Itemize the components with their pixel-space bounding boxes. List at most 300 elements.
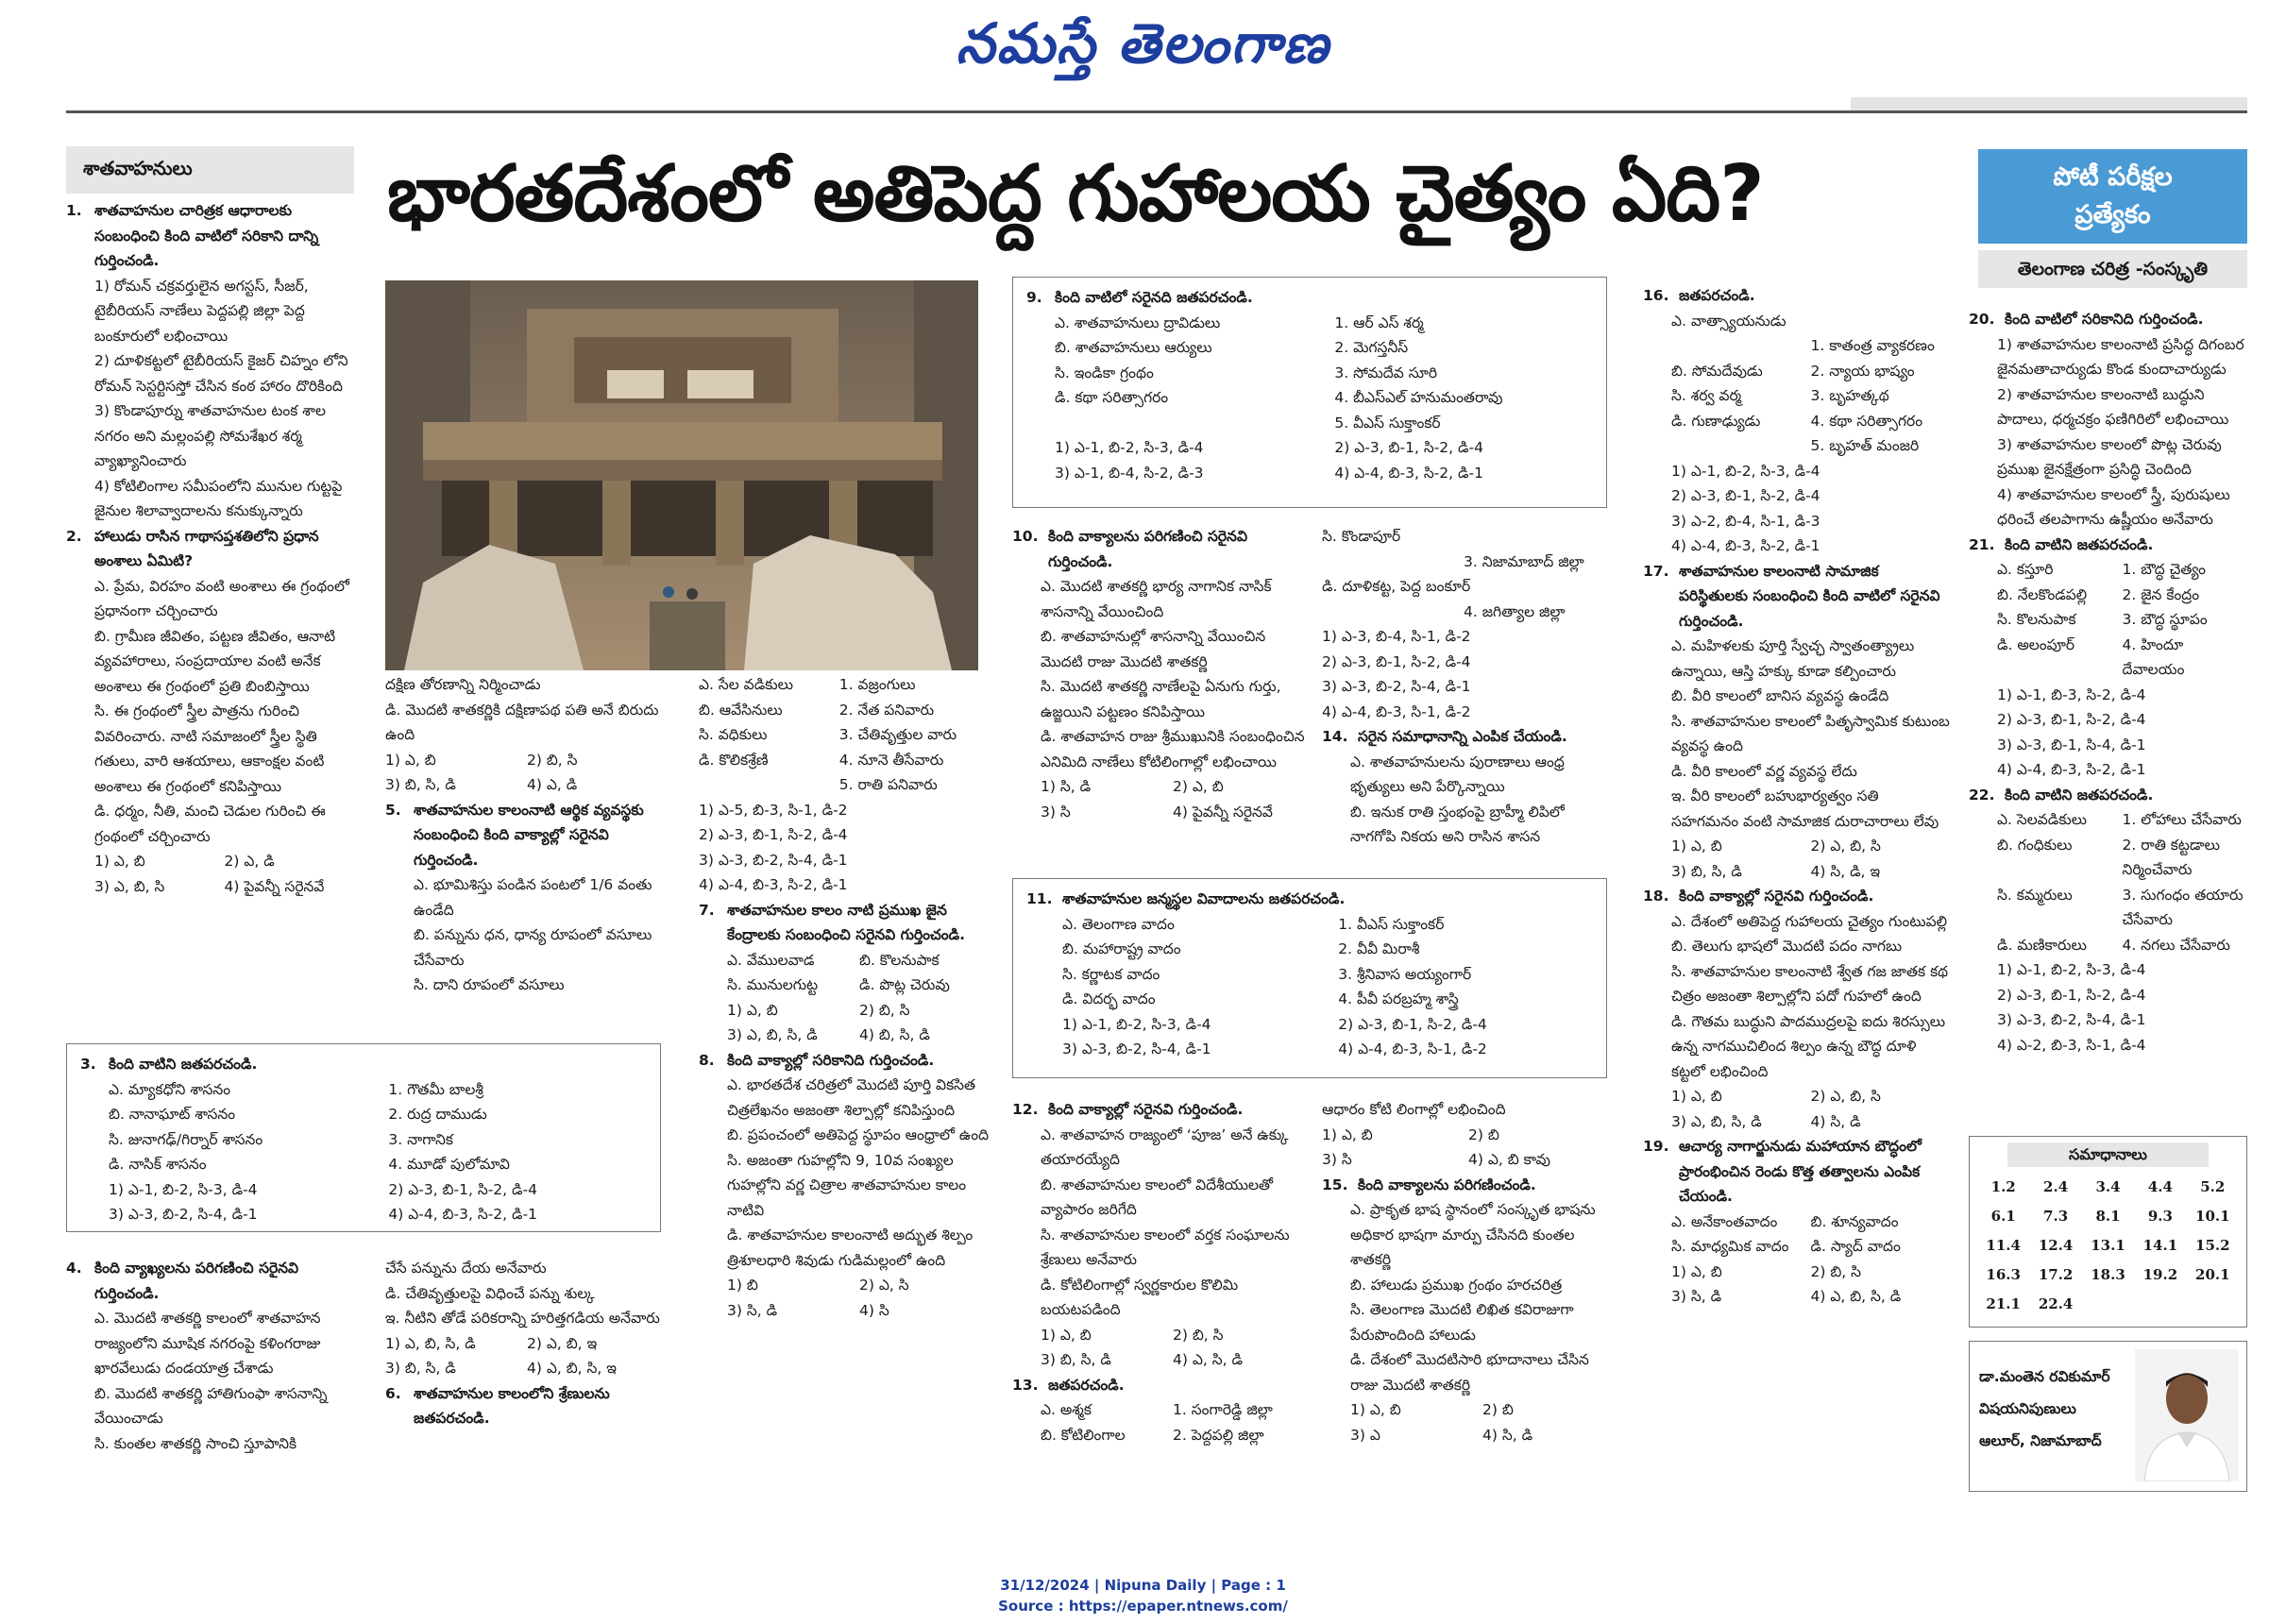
option: డి. స్యాద్ వాదం: [1810, 1238, 1901, 1255]
match-right: 1. బౌద్ధ చైత్యం: [2122, 561, 2206, 578]
special-subject: తెలంగాణ చరిత్ర -సంస్కృతి: [1978, 250, 2247, 288]
answer-option: 2) ఎ-3, బి-1, సి-2, డి-4: [699, 826, 848, 843]
question-number: 10.: [1012, 528, 1039, 545]
option: సి. కుంతల శాతకర్ణి సాంచి స్తూపానికి: [94, 1434, 297, 1452]
question-22: [1969, 783, 2247, 1058]
match-left: ఎ. మ్యాకధోని శాసనం: [109, 1080, 231, 1098]
answer-key-item: 16.3: [1986, 1266, 2021, 1283]
option: ఎ. దేశంలో అతిపెద్ద గుహాలయ చైత్యం గుంటుపల్లి: [1671, 912, 1948, 930]
match-right: 4. హిందూ దేవాలయం: [2122, 635, 2185, 678]
match-right: 4. కథా సరిత్సాగరం: [1810, 412, 1923, 430]
masthead-rule: [66, 110, 2247, 113]
option: బి. శూన్యవాదం: [1810, 1212, 1899, 1230]
question-number: 6.: [385, 1384, 401, 1402]
match-left: [1671, 333, 1811, 359]
question-text: శాతవాహనుల కాలంనాటి ఆర్థిక వ్యవస్థకు సంబంధించి కింది వాక్యాల్లో సరైనవి గుర్తించండి.: [414, 801, 644, 869]
answer-option: 4) ఎ-4, బి-3, సి-2, డి-1: [388, 1206, 537, 1223]
question-text: శాతవాహనుల జన్మస్థల వివాదాలను జతపరచండి.: [1062, 890, 1346, 907]
answer-option: 4) సి, డి: [1482, 1426, 1533, 1444]
match-left: డి. నాసిక్ శాసనం: [109, 1156, 207, 1173]
answer-option: 3) సి, డి: [1671, 1288, 1722, 1305]
footer-date-line: 31/12/2024 | Nipuna Daily | Page : 1: [1000, 1577, 1286, 1594]
match-right: 4. నగలు చేసేవారు: [2122, 936, 2230, 954]
answer-option: 4) పైవన్నీ సరైనవే: [1173, 803, 1273, 820]
question-number: 17.: [1643, 562, 1669, 580]
question-3-box: [66, 1043, 661, 1232]
option: బి. గ్రామీణ జీవితం, పట్టణ జీవితం, ఆనాటి వ్యవహారాలు, సంప్రదాయాల వంటి అనేక అంశాలు ఈ గ్రంథంలో ప్రతి బింబిస్తాయి: [94, 627, 336, 695]
question-16: [1643, 283, 1950, 559]
answer-option: 3) బి, సి, డి: [1671, 862, 1742, 880]
column-5-bottom: [1322, 1097, 1615, 1447]
match-right: 5. వీఎస్ సుక్తాంకర్: [1334, 414, 1441, 431]
match-right: 2. వీవీ మిరాశీ: [1338, 940, 1420, 957]
question-15: [1322, 1173, 1615, 1448]
match-left: సి. జునాగఢ్/గిర్నార్ శాసనం: [109, 1130, 263, 1148]
answer-option: 3) ఎ-3, బి-1, సి-4, డి-1: [1997, 736, 2146, 753]
question-8: [699, 1048, 991, 1324]
option: బి. హాలుడు ప్రముఖ గ్రంథం హరచరిత్ర: [1350, 1276, 1563, 1294]
match-right: 5. బృహత్ మంజరి: [1810, 437, 1920, 454]
question-text: శాతవాహనుల కాలంలోని శ్రేణులను జతపరచండి.: [414, 1384, 610, 1427]
question-number: 21.: [1969, 535, 1995, 553]
column-4-bottom: [1012, 1097, 1305, 1447]
question-19: [1643, 1134, 1950, 1310]
match-left: సి. ఇండికా గ్రంథం: [1055, 364, 1154, 381]
option: సి. శాతవాహనుల కాలంనాటి శ్వేత గజ జాతక కథ చిత్రం అజంతా శిల్పాల్లోని పదో గుహలో ఉంది: [1671, 962, 1949, 1005]
option: బి. తెలుగు భాషలో మొదటి పదం నాగబు: [1671, 938, 1903, 955]
page-footer: [0, 1575, 2286, 1616]
answer-option: 2) ఎ, సి: [859, 1277, 909, 1294]
answer-option: 3) ఎ-3, బి-2, సి-4, డి-1: [1322, 678, 1471, 695]
question-18: [1643, 884, 1950, 1134]
match-right: 2. పెద్దపల్లి జిల్లా: [1173, 1426, 1264, 1444]
match-right: 2. న్యాయ భాష్యం: [1810, 362, 1915, 380]
question-number: 18.: [1643, 888, 1669, 905]
answer-option: 2) ఎ-3, బి-1, సి-2, డి-4: [1322, 652, 1471, 670]
answer-option: 4) ఎ, బి, సి, ఇ: [527, 1360, 617, 1377]
answer-option: 3) బి, సి, డి: [1041, 1351, 1111, 1368]
answer-key-item: 20.1: [2195, 1266, 2230, 1283]
special-line1: పోటీ పరీక్షల: [2053, 162, 2173, 192]
column-1: [66, 198, 354, 899]
match-right: 3. చేతివృత్తుల వారు: [838, 726, 957, 743]
match-left: బి. శాతవాహనులు ఆర్యులు: [1055, 339, 1212, 356]
question-2: [66, 524, 354, 900]
question-21: [1969, 533, 2247, 783]
author-name: డా.మంతెన రవికుమార్: [1979, 1368, 2110, 1385]
match-right: 4. జగిత్యాల జిల్లా: [1464, 602, 1566, 620]
question-text: కింది వాటిలో సరికానిది గుర్తించండి.: [2005, 311, 2204, 328]
option: ఎ. మొదటి శాతకర్ణి కాలంలో శాతవాహన రాజ్యంలోని మూషిక నగరంపై కళింగరాజు ఖారవేలుడు దండయాత్ర చేశాడు: [94, 1310, 321, 1377]
option: ఎ. భారతదేశ చరిత్రలో మొదటి పూర్తి వికసిత చిత్రలేఖనం అజంతా శిల్పాల్లో కనిపిస్తుంది: [727, 1076, 976, 1119]
answer-key-item: 9.3: [2147, 1208, 2173, 1225]
author-box: [1969, 1341, 2247, 1492]
match-left: డి. కథా సరిత్సాగరం: [1055, 389, 1169, 406]
question-text: కింది వ్యాఖ్యలను పరిగణించి సరైనవి గుర్తించండి.: [94, 1260, 299, 1302]
answer-option: 2) బి: [1468, 1125, 1499, 1143]
match-left: డి. కొలికశ్రేణి: [699, 751, 769, 769]
answer-option: 4) సి: [859, 1301, 889, 1319]
question-number: 9.: [1026, 289, 1042, 306]
match-right: 2. రుద్ర దాముడు: [388, 1106, 487, 1123]
option: ఎ. మొదటి శాతకర్ణి భార్య నాగానిక నాసిక్ శాసనాన్ని వేయించింది: [1041, 578, 1272, 620]
match-left: డి. విదర్భ వాదం: [1062, 990, 1156, 1007]
match-left: డి. దూళికట్ట, పెద్ద బంకూర్: [1322, 578, 1471, 595]
answer-option: 2) ఎ-3, బి-1, సి-2, డి-4: [1338, 1015, 1487, 1033]
question-text: కింది వాక్యాల్లో సరైనవి గుర్తించండి.: [1048, 1101, 1244, 1118]
answer-key-item: 7.3: [2043, 1208, 2069, 1225]
answer-option: 1) ఎ-1, బి-2, సి-3, డి-4: [1997, 961, 2146, 978]
cave-temple-photo: [385, 280, 978, 670]
question-10: [1012, 524, 1305, 824]
match-right: 4. నూనె తీసేవారు: [838, 751, 944, 769]
option: డి. కోటిలింగాల్లో స్వర్ణకారుల కొలిమి బయటపడింది: [1041, 1276, 1239, 1318]
option: డి. వీరి కాలంలో వర్ణ వ్యవస్థ లేదు: [1671, 762, 1857, 780]
answer-option: 3) ఎ, బి, సి, డి: [1671, 1112, 1762, 1130]
answer-option: 2) ఎ, బి, సి: [1810, 1088, 1881, 1105]
match-left: [1671, 433, 1811, 459]
match-left: ఎ. అశ్మక: [1041, 1401, 1092, 1418]
match-right: 2. నేత పనివారు: [838, 701, 935, 719]
author-place: ఆలూర్, నిజామాబాద్: [1979, 1432, 2102, 1449]
option: బి. పన్నును ధన, ధాన్య రూపంలో వసూలు చేసేవారు: [414, 926, 652, 969]
answer-option: 3) ఎ-3, బి-2, సి-4, డి-1: [1997, 1011, 2146, 1028]
answer-option: 2) ఎ-3, బి-1, సి-2, డి-4: [388, 1180, 537, 1198]
question-9-box: [1012, 277, 1607, 508]
answer-option: 1) బి: [727, 1277, 758, 1294]
option: ఇ. నీటిని తోడే పరికరాన్ని హరిత్తగడియ అనేవారు: [385, 1310, 660, 1327]
option: బి. మొదటి శాతకర్ణి హాతిగుంఫా శాసనాన్ని వేయించాడు: [94, 1384, 328, 1427]
answer-option: 2) ఎ, బి, సి: [1810, 837, 1881, 854]
option: డి. పొట్ల చెరువు: [859, 976, 950, 993]
question-text: కింది వాటిలో సరైనది జతపరచండి.: [1055, 289, 1253, 306]
question-number: 16.: [1643, 287, 1669, 304]
answer-key-item: 14.1: [2142, 1237, 2178, 1254]
answer-option: 2) ఎ, బి: [1173, 778, 1224, 795]
match-right: 4. బీఎస్ఎల్ హనుమంతరావు: [1334, 389, 1503, 406]
answer-option: 1) ఎ, బి: [1041, 1326, 1092, 1344]
answer-option: 1) ఎ-1, బి-2, సి-3, డి-4: [109, 1180, 258, 1198]
option: సి. శాతవాహనుల కాలంలో వర్తక సంఘాలను శ్రేణులు అనేవారు: [1041, 1226, 1290, 1268]
question-text: కింది వాటిని జతపరచండి.: [2005, 535, 2154, 553]
question-number: 13.: [1012, 1376, 1039, 1394]
column-5: [1322, 524, 1615, 850]
match-right: 1. ఆర్ ఎస్ శర్మ: [1334, 313, 1424, 331]
answer-option: 4) ఎ-4, బి-3, సి-2, డి-1: [1671, 537, 1820, 554]
match-left: ఎ. సేల వడికులు: [699, 676, 793, 693]
option: 3) కొండాపూర్ను శాతవాహనుల టంక శాల నగరం అని మల్లంపల్లి సోమశేఖర శర్మ వ్యాఖ్యానించారు: [94, 402, 326, 469]
match-right: 1. కాతంత్ర వ్యాకరణం: [1810, 337, 1935, 354]
match-left: బి. ఆవేసినులు: [699, 701, 783, 719]
question-number: 19.: [1643, 1138, 1669, 1155]
author-photo: [2135, 1349, 2239, 1481]
match-right: [1811, 309, 1951, 334]
option: 2) దూళికట్టలో టైబీరియస్ కైజర్ చిహ్నం లోని రోమన్ సెస్టర్టిసస్తో చేసిన కంఠ హారం దొరికింది: [94, 352, 348, 395]
answer-key-item: 22.4: [2038, 1295, 2074, 1312]
answer-key-item: 11.4: [1986, 1237, 2021, 1254]
option: బి. కొలనుపాక: [859, 951, 940, 969]
answer-key-item: 6.1: [1990, 1208, 2016, 1225]
match-right: 2. రాతి కట్టడాలు నిర్మించేవారు: [2122, 836, 2221, 878]
match-left: బి. మహారాష్ట్ర వాదం: [1062, 940, 1181, 957]
answer-option: 1) ఎ, బి: [1671, 1262, 1722, 1280]
option: డి. చేతివృత్తులపై విధించే పన్ను శుల్క: [385, 1284, 595, 1302]
match-left: బి. నేలకొండపల్లి: [1997, 585, 2088, 603]
answer-option: 3) సి: [1322, 1151, 1352, 1168]
question-number: 22.: [1969, 786, 1995, 804]
answer-key-item: 4.4: [2147, 1178, 2173, 1195]
question-text: కింది వాటిని జతపరచండి.: [2005, 786, 2154, 804]
option: బి. ప్రపంచంలో అతిపెద్ద స్థూపం ఆంధ్రాలో ఉంది: [727, 1126, 990, 1143]
option: సి. తెలంగాణ మొదటి లిఖిత కవిరాజుగా పేరుపొందింది హాలుడు: [1350, 1301, 1574, 1344]
question-number: 4.: [66, 1260, 82, 1277]
question-17: [1643, 559, 1950, 885]
option: సి. మాధ్యమిక వాదం: [1671, 1238, 1789, 1255]
answer-key-item: 18.3: [2091, 1266, 2125, 1283]
answer-option: 4) పైవన్నీ సరైనవే: [224, 877, 325, 895]
answer-option: 4) ఎ-4, బి-3, సి-2, డి-1: [1334, 464, 1483, 482]
answer-key-item: 17.2: [2038, 1266, 2074, 1283]
answer-key-grid: [1970, 1173, 2246, 1319]
answer-option: 4) ఎ-4, బి-3, సి-2, డి-1: [1997, 761, 2146, 778]
answer-option: 1) ఎ, బి: [727, 1001, 778, 1019]
match-left: బి. కోటిలింగాల: [1041, 1426, 1126, 1444]
option: సి. ఈ గ్రంథంలో స్త్రీల పాత్రను గురించి వివరించారు. నాటి సమాజంలో స్త్రీల స్థితి గతులు, వారి ఆశయాలు, ఆకాంక్షల వంటి అంశాలు ఈ గ్రంథంలో కనిపిస్తాయి: [94, 702, 325, 795]
answer-option: 3) సి, డి: [727, 1301, 778, 1319]
match-left: సి. కమ్మరులు: [1997, 886, 2073, 904]
option: ఎ. శాతవాహన రాజ్యంలో ‘పూజ’ అనే ఉక్కు తయారయ్యేది: [1041, 1125, 1289, 1168]
match-right: 3. శ్రీనివాస అయ్యంగార్: [1338, 965, 1472, 983]
question-12: [1012, 1097, 1305, 1373]
answer-option: 1) ఎ-1, బి-2, సి-3, డి-4: [1671, 462, 1820, 480]
answer-key-item: 19.2: [2142, 1266, 2178, 1283]
question-text: కింది వాక్యాల్లో సరికానిది గుర్తించండి.: [727, 1051, 935, 1069]
option: ఆధారం కోటి లింగాల్లో లభించింది: [1322, 1101, 1506, 1118]
option: సి. మొదటి శాతకర్ణి నాణేలపై ఏనుగు గుర్తు, ఉజ్జయిని పట్టణం కనిపిస్తాయి: [1041, 678, 1281, 720]
question-number: 7.: [699, 901, 715, 919]
answer-option: 3) ఎ-1, బి-4, సి-2, డి-3: [1055, 464, 1204, 482]
answer-option: 4) ఎ, సి, డి: [1173, 1351, 1243, 1368]
question-text: కింది వాక్యాలను పరిగణించి సరైనవి గుర్తించండి.: [1048, 528, 1247, 570]
answer-option: 3) ఎ-3, బి-2, సి-4, డి-1: [699, 851, 848, 869]
newspaper-logo: నమస్తే తెలంగాణ: [956, 11, 1330, 76]
answer-option: 1) ఎ, బి: [1350, 1401, 1401, 1418]
match-right: 5. రాతి పనివారు: [838, 776, 938, 793]
answer-option: 2) ఎ-3, బి-1, సి-2, డి-4: [1671, 487, 1820, 504]
answer-key-item: 1.2: [1990, 1178, 2016, 1195]
answer-option: 3) ఎ: [1350, 1426, 1380, 1444]
answer-option: 1) ఎ-1, బి-2, సి-3, డి-4: [1055, 439, 1204, 456]
answer-option: 2) బి, సి: [1173, 1326, 1224, 1344]
match-right: 3. బృహత్కథ: [1810, 387, 1889, 404]
question-number: 8.: [699, 1051, 715, 1069]
question-number: 14.: [1322, 728, 1348, 745]
option: 1) రోమన్ చక్రవర్తులైన అగస్టస్, సీజర్, టైబీరియస్ నాణేలు పెద్దపల్లి జిల్లా పెద్ద బంకూరులో లభించాయి: [94, 277, 309, 345]
option: డి. ధర్మం, నీతి, మంచి చెడుల గురించి ఈ గ్రంథంలో చర్చించారు: [94, 803, 326, 845]
question-20: [1969, 307, 2247, 533]
match-left: ఎ. వాత్స్యాయనుడు: [1671, 312, 1786, 330]
option: చేసే పన్నును దేయ అనేవారు: [385, 1260, 547, 1277]
answer-option: 2) బి: [1482, 1401, 1514, 1418]
answer-option: 2) ఎ-3, బి-1, సి-2, డి-4: [1997, 711, 2146, 728]
option: సి. అజంతా గుహల్లోని 9, 10వ సంఖ్యల గుహల్లోని వర్ణ చిత్రాల శాతవాహనుల కాలం నాటివి: [727, 1151, 967, 1219]
answer-option: 3) ఎ-3, బి-2, సి-4, డి-1: [1062, 1040, 1211, 1057]
option: డి. గౌతమ బుద్ధుని పాదముద్రలపై ఐదు శిరస్సులు ఉన్న నాగముచిలింద శిల్పం ఉన్న బౌద్ధ దూళి కట్టలో లభించింది: [1671, 1012, 1946, 1080]
answer-option: 2) బి, సి: [859, 1001, 910, 1019]
question-number: 11.: [1026, 890, 1053, 907]
question-1: [66, 198, 354, 524]
answer-option: 4) ఎ, బి, సి, డి: [1810, 1288, 1902, 1305]
option: ఎ. అనేకాంతవాదం: [1671, 1212, 1778, 1230]
answer-option: 2) ఎ-3, బి-1, సి-2, డి-4: [1997, 986, 2146, 1004]
match-right: 2. మెగస్తనీస్: [1334, 339, 1409, 356]
option: 1) శాతవాహనుల కాలంనాటి ప్రసిద్ధ దిగంబర జైనమతాచార్యుడు కొండ కుందాచార్యుడు: [1997, 335, 2244, 378]
page-headline: భారతదేశంలో అతిపెద్ద గుహాలయ చైత్యం ఏది?: [387, 149, 1764, 239]
topic-label: శాతవాహనులు: [66, 146, 354, 194]
answer-option: 4) ఎ-4, బి-3, సి-1, డి-2: [1338, 1040, 1487, 1057]
answer-option: 1) ఎ-1, బి-2, సి-3, డి-4: [1062, 1015, 1211, 1033]
special-line2: ప్రత్యేకం: [2074, 200, 2151, 229]
column-3: [699, 672, 991, 1323]
answer-key: [1969, 1136, 2247, 1328]
option: ఎ. వేములవాడ: [727, 951, 815, 969]
answer-option: 3) ఎ, బి, సి: [94, 877, 165, 895]
option: దక్షిణ తోరణాన్ని నిర్మించాడు: [385, 676, 541, 693]
answer-key-item: 2.4: [2043, 1178, 2069, 1195]
answer-option: 1) ఎ, బి: [385, 751, 436, 769]
option: ఎ. భూమిశిస్తు పండిన పంటలో 1/6 వంతు ఉండేది: [414, 876, 652, 919]
question-14: [1322, 724, 1615, 850]
match-right: 1. వీఎస్ సుక్తాంకర్: [1338, 915, 1445, 933]
question-text: కింది వాక్యాల్లో సరైనవి గుర్తించండి.: [1679, 888, 1874, 905]
answer-option: 4) సి, డి: [1810, 1112, 1861, 1130]
answer-key-title: సమాధానాలు: [2007, 1142, 2209, 1167]
answer-option: 3) ఎ-2, బి-4, సి-1, డి-3: [1671, 512, 1820, 530]
match-left: డి. గుణాఢ్యుడు: [1671, 412, 1761, 430]
question-text: కింది వాక్యాలను పరిగణించండి.: [1358, 1176, 1536, 1193]
question-text: ఆచార్య నాగార్జునుడు మహాయాన బౌద్ధంలో ప్రారంభించిన రెండు కొత్త తత్వాలను ఎంపిక చేయండి.: [1679, 1138, 1922, 1205]
match-left: సి. శర్వ వర్మ: [1671, 387, 1742, 404]
answer-option: 2) బి, సి: [527, 751, 578, 769]
option: డి. దేశంలో మొదటిసారి భూదానాలు చేసిన రాజు మొదటి శాతకర్ణి: [1350, 1351, 1589, 1394]
option: ఎ. శాతవాహనులను పురాణాలు ఆంధ్ర భృత్యులు అని పేర్కొన్నాయి: [1350, 753, 1565, 795]
match-left: సి. కర్ణాటక వాదం: [1062, 965, 1160, 983]
match-left: ఎ. సెలవడికులు: [1997, 811, 2088, 828]
match-right: 3. సోమదేవ సూరి: [1334, 364, 1438, 381]
answer-key-item: 12.4: [2038, 1237, 2074, 1254]
answer-option: 4) ఎ-4, బి-3, సి-1, డి-2: [1322, 702, 1471, 720]
special-badge: [1978, 149, 2247, 244]
column-2-bottom: [385, 1256, 669, 1431]
question-number: 5.: [385, 801, 401, 819]
answer-option: 2) ఎ-3, బి-1, సి-2, డి-4: [1334, 439, 1483, 456]
match-right: 4. పీవీ పరబ్రహ్మ శాస్త్రి: [1338, 990, 1459, 1007]
option: 3) శాతవాహనుల కాలంలో పొట్ల చెరువు ప్రముఖ జైనక్షేత్రంగా ప్రసిద్ధి చెందింది: [1997, 435, 2222, 478]
option: సి. మునులగుట్ట: [727, 976, 819, 993]
option: సి. దాని రూపంలో వసూలు: [414, 976, 565, 993]
match-left: ఎ. శాతవాహనులు ద్రావిడులు: [1055, 313, 1221, 331]
match-right: 3. నిజామాబాద్ జిల్లా: [1464, 552, 1584, 570]
answer-option: 4) ఎ-2, బి-3, సి-1, డి-4: [1997, 1036, 2146, 1054]
question-5: [385, 798, 669, 998]
match-left: డి. అలంపూర్: [1997, 635, 2075, 653]
question-text: హాలుడు రాసిన గాథాసప్తశతిలోని ప్రధాన అంశాలు ఏమిటి?: [94, 527, 319, 569]
answer-option: 1) ఎ, బి: [1322, 1125, 1373, 1143]
match-left: బి. సోమదేవుడు: [1671, 362, 1763, 380]
option: సి. శాతవాహనుల కాలంలో పితృస్వామిక కుటుంబ వ్యవస్థ ఉంది: [1671, 712, 1950, 754]
match-left: సి. వధికులు: [699, 726, 768, 743]
option: డి. మొదటి శాతకర్ణికి దక్షిణాపథ పతి అనే బిరుదు ఉంది: [385, 701, 659, 743]
match-left: సి. కొండాపూర్: [1322, 528, 1401, 545]
option: బి. శాతవాహనుల్లో శాసనాన్ని వేయించిన మొదటి రాజు మొదటి శాతకర్ణి: [1041, 628, 1266, 670]
match-right: 3. సుగంధం తయారు చేసేవారు: [2122, 886, 2244, 928]
answer-option: 3) ఎ, బి, సి, డి: [727, 1026, 818, 1043]
masthead: [0, 0, 2286, 104]
question-text: జతపరచండి.: [1048, 1376, 1125, 1394]
question-text: శాతవాహనుల చారిత్రక ఆధారాలకు సంబంధించి కింది వాటిలో సరికాని దాన్ని గుర్తించండి.: [94, 202, 319, 269]
answer-option: 1) ఎ, బి, సి, డి: [385, 1334, 476, 1352]
option: ఎ. మహిళలకు పూర్తి స్వేచ్ఛ స్వాతంత్య్రాలు ఉన్నాయి, ఆస్తి హక్కు కూడా కల్పించారు: [1671, 637, 1915, 680]
option: బి. వీరి కాలంలో బానిస వ్యవస్థ ఉండేది: [1671, 687, 1889, 704]
option: బి. ఇనుక రాతి స్తంభంపై బ్రాహ్మీ లిపిలో నాగగోపి నికయ అని రాసిన శాసన: [1350, 803, 1565, 845]
question-text: శాతవాహనుల కాలం నాటి ప్రముఖ జైన కేంద్రాలకు సంబంధించి సరైనవి గుర్తించండి.: [727, 901, 966, 943]
question-7: [699, 898, 991, 1048]
answer-key-item: 15.2: [2195, 1237, 2230, 1254]
match-right: 4. మూడో పులోమావి: [388, 1156, 510, 1173]
question-13: [1012, 1373, 1305, 1448]
question-11-box: [1012, 878, 1607, 1078]
answer-option: 1) ఎ, బి: [94, 853, 145, 870]
answer-key-item: 8.1: [2095, 1208, 2121, 1225]
question-number: 3.: [80, 1056, 96, 1073]
option: 4) కోటిలింగాల సమీపంలోని మునుల గుట్టపై జైనుల శిలావ్వాదాలను కనుక్కున్నారు: [94, 477, 343, 519]
answer-option: 3) బి, సి, డి: [385, 776, 456, 793]
answer-option: 1) ఎ, బి: [1671, 837, 1722, 854]
question-number: 1.: [66, 202, 82, 219]
option: 4) శాతవాహనుల కాలంలో స్త్రీ, పురుషులు ధరించే తలపాగాను ఉష్ణీయం అనేవారు: [1997, 485, 2230, 528]
answer-option: 3) సి: [1041, 803, 1071, 820]
match-right: 2. జైన కేంద్రం: [2122, 585, 2200, 603]
column-7: [1969, 307, 2247, 1057]
question-4: [66, 1256, 354, 1456]
question-text: జతపరచండి.: [1679, 287, 1755, 304]
answer-option: 4) ఎ, బి కావు: [1468, 1151, 1551, 1168]
answer-option: 1) సి, డి: [1041, 778, 1092, 795]
question-number: 15.: [1322, 1176, 1348, 1193]
column-4: [1012, 524, 1305, 824]
match-right: 1. సంగారెడ్డి జిల్లా: [1173, 1401, 1273, 1418]
option: ఎ. ప్రాకృత భాష స్థానంలో సంస్కృత భాషను అధికార భాషగా మార్పు చేసినది కుంతల శాతకర్ణి: [1350, 1201, 1596, 1268]
match-right: 1. గౌతమీ బాలశ్రీ: [388, 1080, 483, 1098]
answer-key-item: 21.1: [1986, 1295, 2021, 1312]
answer-option: 4) సి, డి, ఇ: [1810, 862, 1881, 880]
match-right: 1. లోహాలు చేసేవారు: [2122, 811, 2242, 828]
question-text: శాతవాహనుల కాలంనాటి సామాజిక పరిస్థితులకు సంబంధించి కింది వాటిలో సరైనవి గుర్తించండి.: [1679, 562, 1940, 630]
match-right: 3. నాగానిక: [388, 1130, 453, 1148]
author-role: విషయనిపుణులు: [1979, 1400, 2076, 1417]
answer-key-item: 3.4: [2095, 1178, 2121, 1195]
match-left: ఎ. కస్తూరి: [1997, 561, 2054, 578]
column-6: [1643, 283, 1950, 1310]
answer-key-item: 13.1: [2091, 1237, 2125, 1254]
answer-option: 2) ఎ, బి, ఇ: [527, 1334, 598, 1352]
match-left: డి. మణికారులు: [1997, 936, 2087, 954]
question-number: 20.: [1969, 311, 1995, 328]
option: డి. శాతవాహన రాజు శ్రీముఖునికి సంబంధించిన ఎనిమిది నాణేలు కోటిలింగాల్లో లభించాయి: [1041, 728, 1305, 770]
option: డి. శాతవాహనుల కాలంనాటి అద్భుత శిల్పం త్రిశూలధారి శివుడు గుడిమల్లంలో ఉంది: [727, 1226, 974, 1269]
option: బి. శాతవాహనుల కాలంలో విదేశీయులతో వ్యాపారం జరిగేది: [1041, 1176, 1274, 1218]
match-left: బి. గంధికులు: [1997, 836, 2073, 854]
